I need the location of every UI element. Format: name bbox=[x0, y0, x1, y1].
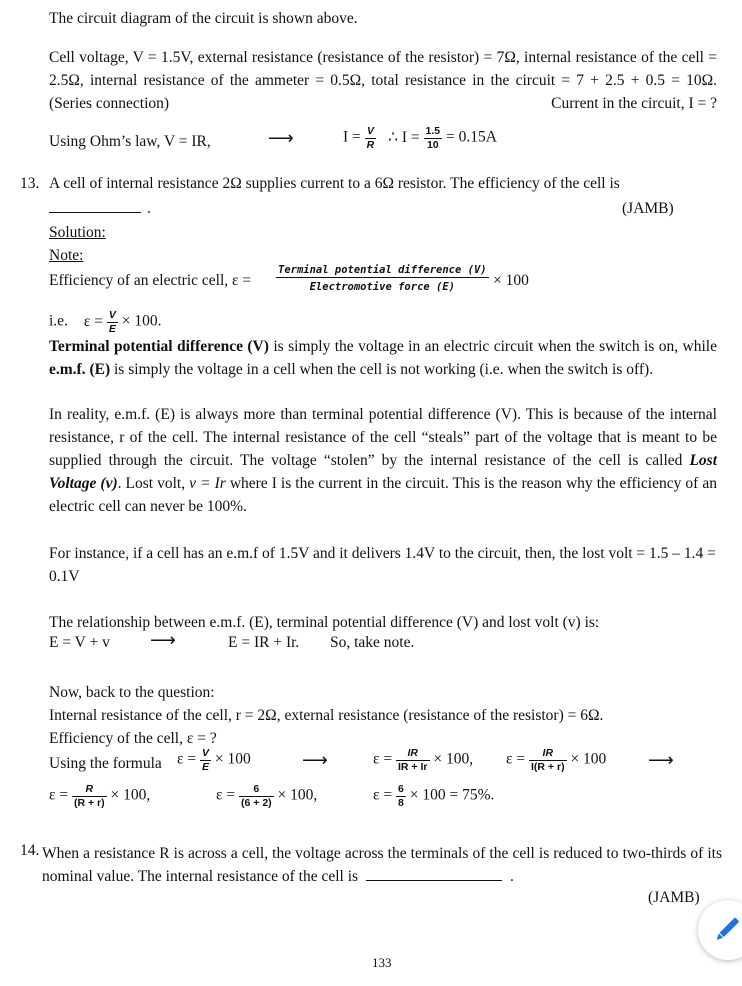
rel-eq1: E = V + v bbox=[49, 634, 110, 651]
ohm-r: R bbox=[366, 138, 375, 151]
ie-v: V bbox=[108, 309, 116, 321]
q14-question bbox=[42, 842, 722, 888]
formula-5-num: 6 bbox=[239, 784, 274, 797]
formula-6-den: 8 bbox=[398, 796, 404, 809]
terminal-paragraph bbox=[49, 335, 717, 381]
formula-1-x100: × 100 bbox=[214, 750, 251, 768]
back-text: Now, back to the question: bbox=[49, 684, 215, 701]
ohm-den: 10 bbox=[426, 138, 439, 151]
internal-resistance-text: Internal resistance of the cell, r = 2Ω, external resistance (resistance of the resistor) = 6Ω. bbox=[49, 707, 604, 724]
arrow-icon: ⟶ bbox=[268, 128, 294, 149]
q14-tail: . bbox=[509, 868, 514, 885]
formula-4-frac bbox=[72, 784, 107, 808]
pencil-icon bbox=[698, 900, 742, 960]
ohm-num: 1.5 bbox=[425, 125, 441, 137]
formula-5-eps: ε = bbox=[216, 786, 236, 804]
efficiency-question: Efficiency of the cell, ε = ? bbox=[49, 730, 217, 747]
arrow-icon: ⟶ bbox=[150, 630, 176, 651]
note-label: Note: bbox=[49, 247, 84, 264]
formula-6-eps: ε = bbox=[373, 786, 393, 804]
page-number: 133 bbox=[372, 955, 392, 970]
ohm-fraction bbox=[365, 126, 377, 150]
q14-source: (JAMB) bbox=[648, 889, 700, 906]
formula-2-eps: ε = bbox=[373, 750, 393, 768]
efficiency-tail: × 100 bbox=[493, 272, 529, 289]
ohm-label: Using Ohm’s law, V = IR, bbox=[49, 133, 211, 150]
relationship-text: The relationship between e.m.f. (E), terminal potential difference (V) and lost volt (v) is: bbox=[49, 614, 600, 631]
formula-6 bbox=[373, 784, 494, 808]
formula-3 bbox=[506, 748, 606, 772]
ie-label: i.e. bbox=[49, 312, 68, 330]
formula-1-v: V bbox=[202, 747, 210, 759]
ohm-v: V bbox=[365, 126, 377, 139]
terminal-text-2: is simply the voltage in a cell when the cell is not working (i.e. when the switch is off). bbox=[110, 361, 654, 378]
formula-5-frac bbox=[239, 784, 274, 808]
formula-5-x100: × 100, bbox=[277, 786, 318, 804]
formula-2-num: IR bbox=[396, 748, 429, 761]
rel-note: So, take note. bbox=[330, 634, 415, 651]
efficiency-num: Terminal potential difference (V) bbox=[278, 264, 487, 276]
rel-eq2: E = IR + Ir. bbox=[228, 634, 300, 651]
formula-4-x100: × 100, bbox=[110, 786, 151, 804]
efficiency-den: Electromotive force (E) bbox=[309, 280, 456, 293]
formula-4-den: (R + r) bbox=[74, 796, 105, 809]
intro-text: The circuit diagram of the circuit is shown above. bbox=[49, 10, 358, 27]
reality-text-2: . Lost volt, bbox=[117, 475, 190, 492]
formula-1-e: E bbox=[202, 760, 210, 773]
terminal-term: Terminal potential difference (V) bbox=[49, 338, 269, 355]
efficiency-label: Efficiency of an electric cell, ε = bbox=[49, 272, 252, 289]
formula-1-frac bbox=[200, 748, 211, 772]
ie-e: E bbox=[108, 322, 116, 335]
reality-paragraph bbox=[49, 403, 717, 518]
efficiency-frac bbox=[276, 265, 489, 292]
ohm-i-eq: I = bbox=[343, 128, 361, 146]
formula-6-result: × 100 = 75%. bbox=[409, 786, 495, 804]
q14-number: 14. bbox=[20, 842, 40, 859]
edit-button[interactable] bbox=[698, 900, 742, 960]
efficiency-fraction bbox=[276, 265, 489, 292]
q13-tail: . bbox=[147, 200, 151, 217]
ohm-therefore: ∴ I = bbox=[388, 128, 420, 146]
given-values bbox=[49, 46, 717, 115]
q13-number: 13. bbox=[20, 175, 40, 192]
ohm-result: = 0.15A bbox=[446, 128, 497, 146]
ohm-value-fraction bbox=[424, 126, 443, 150]
instance-paragraph: For instance, if a cell has an e.m.f of 1.5V and it delivers 1.4V to the circuit, then, the lost volt = 1.5 – 1.4 = 0.1V bbox=[49, 545, 716, 585]
formula-1 bbox=[177, 748, 251, 772]
q14-text: When a resistance R is across a cell, the voltage across the terminals of the cell is reduced to two-thirds of its nominal value. The internal resistance of the cell is bbox=[42, 845, 722, 885]
formula-2 bbox=[373, 748, 473, 772]
formula-4-num: R bbox=[72, 784, 107, 797]
lost-volt-formula: v = Ir bbox=[189, 475, 226, 492]
lost-voltage-term: Lost Voltage (v) bbox=[49, 452, 717, 492]
formula-3-x100: × 100 bbox=[570, 750, 607, 768]
terminal-text-1: is simply the voltage in an electric circuit when the switch is on, while bbox=[268, 338, 717, 355]
formula-6-num: 6 bbox=[398, 783, 404, 795]
arrow-icon: ⟶ bbox=[648, 750, 674, 771]
q13-answer-blank bbox=[49, 200, 151, 218]
formula-3-eps: ε = bbox=[506, 750, 526, 768]
formula-5 bbox=[216, 784, 317, 808]
given-values-text: Cell voltage, V = 1.5V, external resistance (resistance of the resistor) = 7Ω, internal resistance of the cell = 2.5Ω, internal resistance of the ammeter = 0.5Ω, total resistance in the circuit = 7 + 2.5 + 0.5 = 10Ω. (Series connection) bbox=[49, 49, 717, 112]
formula-3-num: IR bbox=[529, 748, 567, 761]
answer-blank-line bbox=[366, 868, 502, 881]
ie-eps: ε = bbox=[83, 312, 103, 330]
formula-2-x100: × 100, bbox=[433, 750, 474, 768]
q13-text: A cell of internal resistance 2Ω supplies current to a 6Ω resistor. The efficiency of the cell is bbox=[49, 175, 620, 192]
given-current: Current in the circuit, I = ? bbox=[551, 95, 717, 112]
formula-4 bbox=[49, 784, 150, 808]
formula-3-frac bbox=[529, 748, 567, 772]
emf-term: e.m.f. (E) bbox=[49, 361, 111, 378]
formula-5-den: (6 + 2) bbox=[241, 796, 272, 809]
formula-3-den: I(R + r) bbox=[531, 760, 565, 773]
reality-text-3: where I is the current in the circuit. This is the reason why the efficiency of an electric cell can never be 100%. bbox=[49, 475, 717, 515]
formula-4-eps: ε = bbox=[49, 786, 69, 804]
ie-fraction bbox=[107, 310, 118, 334]
answer-blank-line bbox=[49, 200, 141, 213]
formula-2-den: IR + Ir bbox=[398, 760, 428, 773]
formula-2-frac bbox=[396, 748, 429, 772]
formula-6-frac bbox=[396, 784, 406, 808]
ie-tail: × 100. bbox=[121, 312, 162, 330]
formula-1-eps: ε = bbox=[177, 750, 197, 768]
q13-source: (JAMB) bbox=[622, 200, 674, 217]
ohm-equation bbox=[343, 126, 497, 150]
ie-equation bbox=[49, 310, 161, 334]
reality-text-1: In reality, e.m.f. (E) is always more than terminal potential difference (V). This is because of the internal resistance, r of the cell. The internal resistance of the cell “steals” part of the voltage that is meant to be supplied through the circuit. The voltage “stolen” by the internal resistance of the cell is called bbox=[49, 406, 717, 469]
formula-label: Using the formula bbox=[49, 755, 162, 772]
arrow-icon: ⟶ bbox=[302, 750, 328, 771]
solution-label: Solution: bbox=[49, 224, 106, 241]
